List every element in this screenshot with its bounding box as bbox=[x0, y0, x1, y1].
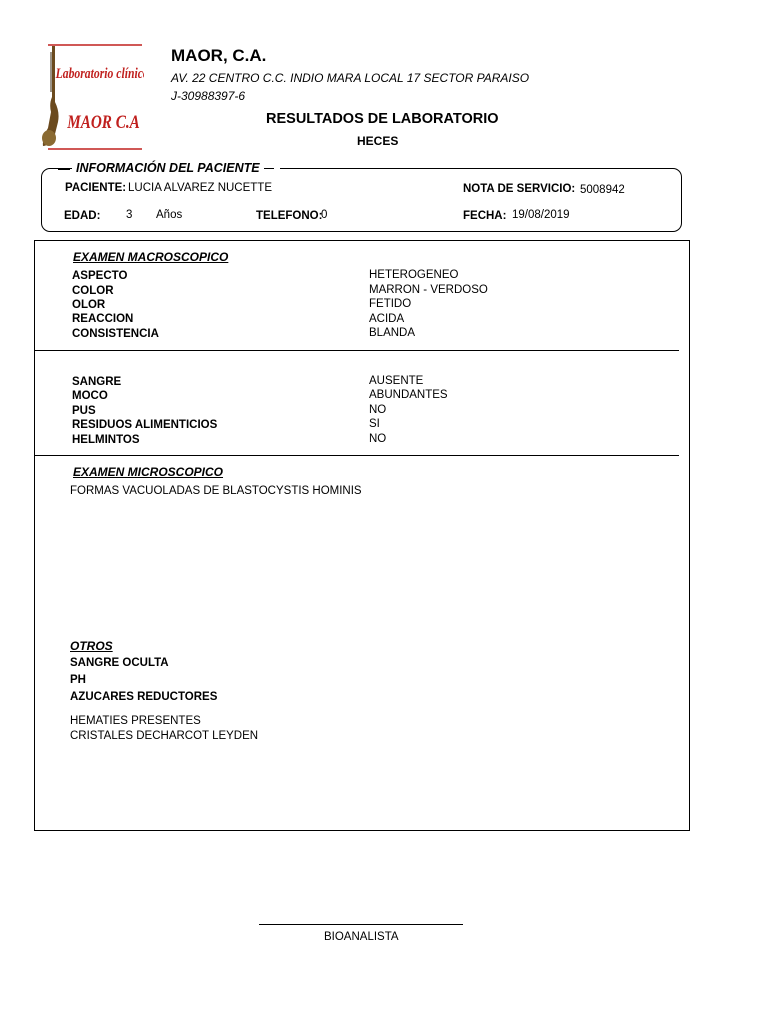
otros-note: HEMATIES PRESENTES bbox=[70, 715, 201, 727]
service-note-label: NOTA DE SERVICIO: bbox=[463, 183, 576, 195]
macro2-row-value: NO bbox=[369, 433, 387, 445]
date-value: 19/08/2019 bbox=[512, 209, 570, 221]
patient-info-box bbox=[41, 168, 682, 232]
macro-row-value: HETEROGENEO bbox=[369, 269, 459, 281]
company-name: MAOR, C.A. bbox=[171, 46, 267, 65]
macro2-row-value: AUSENTE bbox=[369, 375, 424, 387]
macro-row-label: REACCION bbox=[72, 313, 134, 325]
date-label: FECHA: bbox=[463, 210, 507, 222]
otros-item: AZUCARES REDUCTORES bbox=[70, 691, 218, 703]
logo-text-line2: MAOR C.A bbox=[67, 111, 140, 133]
otros-item: SANGRE OCULTA bbox=[70, 657, 169, 669]
age-value: 3 bbox=[126, 209, 133, 221]
section-divider bbox=[34, 455, 679, 456]
age-label: EDAD: bbox=[64, 210, 101, 222]
macro-row-value: FETIDO bbox=[369, 298, 412, 310]
age-unit: Años bbox=[156, 209, 183, 221]
patient-name-value: LUCIA ALVAREZ NUCETTE bbox=[128, 182, 272, 194]
document-title: RESULTADOS DE LABORATORIO bbox=[266, 111, 499, 127]
section-divider bbox=[34, 350, 679, 351]
otros-section-title: OTROS bbox=[70, 639, 113, 653]
otros-note: CRISTALES DECHARCOT LEYDEN bbox=[70, 730, 259, 742]
macro2-row-value: ABUNDANTES bbox=[369, 389, 448, 401]
logo-text-line1: Laboratorio clínico bbox=[55, 64, 144, 82]
patient-section-title-text: INFORMACIÓN DEL PACIENTE bbox=[76, 161, 260, 175]
macro-row-value: MARRON - VERDOSO bbox=[369, 284, 488, 296]
otros-item: PH bbox=[70, 674, 86, 686]
macro-row-label: COLOR bbox=[72, 285, 114, 297]
phone-value: 0 bbox=[321, 209, 328, 221]
service-note-value: 5008942 bbox=[580, 184, 625, 196]
micro-section-title: EXAMEN MICROSCOPICO bbox=[73, 465, 224, 479]
macro2-row-label: HELMINTOS bbox=[72, 434, 140, 446]
signature-line bbox=[259, 924, 463, 925]
lab-logo bbox=[40, 42, 144, 152]
macro-row-label: ASPECTO bbox=[72, 270, 128, 282]
macro2-row-value: NO bbox=[369, 404, 387, 416]
macro-row-label: OLOR bbox=[72, 299, 106, 311]
patient-section-title bbox=[72, 161, 280, 175]
macro2-row-label: PUS bbox=[72, 405, 96, 417]
macro2-row-label: SANGRE bbox=[72, 376, 122, 388]
macro-row-label: CONSISTENCIA bbox=[72, 328, 159, 340]
macro-row-value: BLANDA bbox=[369, 327, 416, 339]
company-address: AV. 22 CENTRO C.C. INDIO MARA LOCAL 17 SECTOR PARAISO bbox=[171, 71, 530, 85]
macro2-row-value: SI bbox=[369, 418, 380, 430]
micro-finding: FORMAS VACUOLADAS DE BLASTOCYSTIS HOMINIS bbox=[70, 485, 362, 497]
phone-label: TELEFONO: bbox=[256, 210, 323, 222]
patient-name-label: PACIENTE: bbox=[65, 182, 127, 194]
macro2-row-label: MOCO bbox=[72, 390, 108, 402]
macro-section-title: EXAMEN MACROSCOPICO bbox=[73, 250, 229, 264]
signature-label: BIOANALISTA bbox=[324, 931, 399, 943]
company-rif: J-30988397-6 bbox=[171, 89, 246, 103]
macro-row-value: ACIDA bbox=[369, 313, 405, 325]
macro2-row-label: RESIDUOS ALIMENTICIOS bbox=[72, 419, 218, 431]
document-subtitle: HECES bbox=[357, 134, 399, 148]
